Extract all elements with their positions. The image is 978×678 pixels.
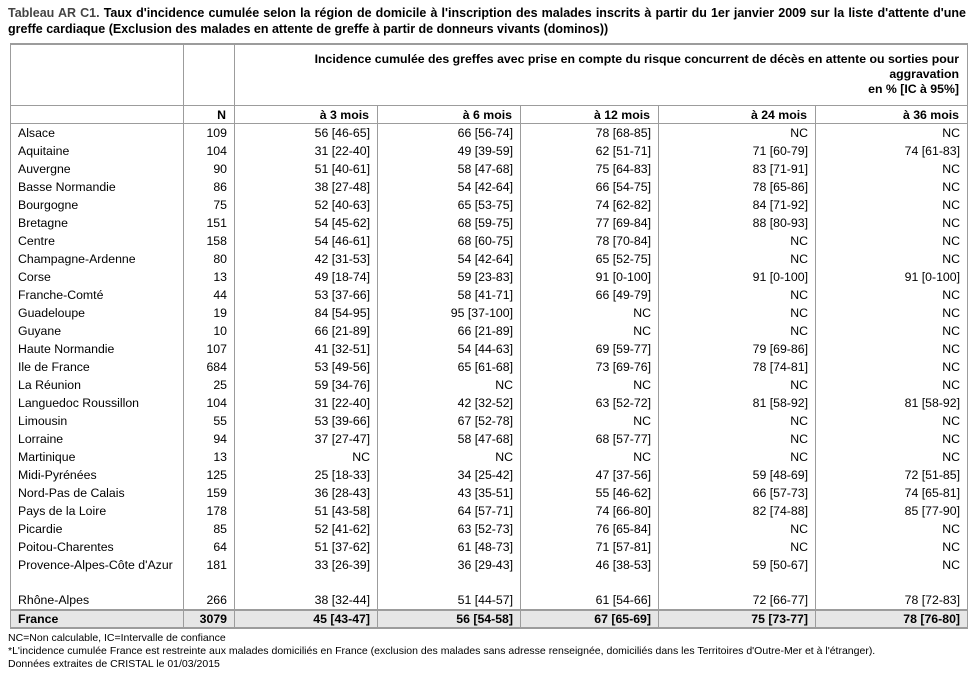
- cell-12m: 91 [0-100]: [521, 268, 659, 286]
- cell-36m: NC: [816, 124, 968, 143]
- cell-n: 19: [184, 304, 235, 322]
- cell-n: 85: [184, 520, 235, 538]
- table-row: [11, 591, 968, 610]
- cell-36m: NC: [816, 556, 968, 591]
- cell-region: Basse Normandie: [11, 178, 184, 196]
- cell-3m: 31 [22-40]: [235, 142, 378, 160]
- cell-3m: 36 [28-43]: [235, 484, 378, 502]
- cell-n: 159: [184, 484, 235, 502]
- super-header-row: [11, 44, 968, 106]
- table-row: [11, 430, 968, 448]
- incidence-table: [10, 43, 968, 629]
- cell-region: Aquitaine: [11, 142, 184, 160]
- col-header-6m: à 6 mois: [378, 106, 521, 124]
- cell-n: 64: [184, 538, 235, 556]
- cell-36m: NC: [816, 232, 968, 250]
- cell-12m: 77 [69-84]: [521, 214, 659, 232]
- header-empty-1: [11, 44, 184, 106]
- table-row: [11, 142, 968, 160]
- cell-region: Pays de la Loire: [11, 502, 184, 520]
- cell-3m: 38 [32-44]: [235, 591, 378, 610]
- cell-12m: 69 [59-77]: [521, 340, 659, 358]
- cell-3m: 42 [31-53]: [235, 250, 378, 268]
- cell-12m: 66 [54-75]: [521, 178, 659, 196]
- cell-24m: NC: [659, 322, 816, 340]
- cell-6m: 58 [41-71]: [378, 286, 521, 304]
- cell-region: Nord-Pas de Calais: [11, 484, 184, 502]
- cell-region: Bourgogne: [11, 196, 184, 214]
- cell-n: 25: [184, 376, 235, 394]
- cell-n: 75: [184, 196, 235, 214]
- total-24m: 75 [73-77]: [659, 610, 816, 628]
- cell-region: Alsace: [11, 124, 184, 143]
- total-row: [11, 610, 968, 628]
- table-row: [11, 484, 968, 502]
- cell-n: 90: [184, 160, 235, 178]
- col-header-region: [11, 106, 184, 124]
- table-row: [11, 286, 968, 304]
- cell-36m: NC: [816, 520, 968, 538]
- cell-6m: 58 [47-68]: [378, 430, 521, 448]
- cell-24m: 78 [74-81]: [659, 358, 816, 376]
- table-row: [11, 538, 968, 556]
- cell-6m: 34 [25-42]: [378, 466, 521, 484]
- cell-36m: NC: [816, 286, 968, 304]
- cell-region: La Réunion: [11, 376, 184, 394]
- footnote-restriction: *L'incidence cumulée France est restreinte aux malades domiciliés en France (exclusion des malades sans adresse renseignée, domiciliés dans les Territoires d'Outre-Mer et à l'étranger).: [8, 645, 876, 657]
- table-row: [11, 340, 968, 358]
- cell-36m: 72 [51-85]: [816, 466, 968, 484]
- cell-3m: 53 [39-66]: [235, 412, 378, 430]
- cell-6m: 67 [52-78]: [378, 412, 521, 430]
- cell-12m: 71 [57-81]: [521, 538, 659, 556]
- cell-region: Corse: [11, 268, 184, 286]
- cell-6m: 65 [53-75]: [378, 196, 521, 214]
- cell-region: Picardie: [11, 520, 184, 538]
- cell-3m: 37 [27-47]: [235, 430, 378, 448]
- cell-3m: 52 [41-62]: [235, 520, 378, 538]
- cell-3m: 51 [37-62]: [235, 538, 378, 556]
- header-empty-2: [184, 44, 235, 106]
- cell-3m: 51 [43-58]: [235, 502, 378, 520]
- cell-36m: NC: [816, 304, 968, 322]
- cell-6m: 64 [57-71]: [378, 502, 521, 520]
- table-row: [11, 178, 968, 196]
- cell-24m: 83 [71-91]: [659, 160, 816, 178]
- cell-24m: 91 [0-100]: [659, 268, 816, 286]
- cell-region: Rhône-Alpes: [11, 591, 184, 610]
- col-header-n: N: [184, 106, 235, 124]
- cell-region: Languedoc Roussillon: [11, 394, 184, 412]
- cell-6m: 95 [37-100]: [378, 304, 521, 322]
- total-36m: 78 [76-80]: [816, 610, 968, 628]
- cell-36m: NC: [816, 214, 968, 232]
- cell-n: 158: [184, 232, 235, 250]
- cell-24m: NC: [659, 286, 816, 304]
- cell-region: Auvergne: [11, 160, 184, 178]
- table-row: [11, 448, 968, 466]
- footnote-abbrev: NC=Non calculable, IC=Intervalle de confiance: [8, 632, 226, 644]
- total-6m: 56 [54-58]: [378, 610, 521, 628]
- cell-36m: NC: [816, 412, 968, 430]
- cell-24m: 84 [71-92]: [659, 196, 816, 214]
- cell-6m: 68 [59-75]: [378, 214, 521, 232]
- cell-6m: 63 [52-73]: [378, 520, 521, 538]
- cell-3m: NC: [235, 448, 378, 466]
- cell-24m: NC: [659, 124, 816, 143]
- cell-3m: 56 [46-65]: [235, 124, 378, 143]
- cell-36m: NC: [816, 340, 968, 358]
- cell-6m: 36 [29-43]: [378, 556, 521, 591]
- cell-36m: NC: [816, 448, 968, 466]
- cell-36m: NC: [816, 160, 968, 178]
- cell-region: Champagne-Ardenne: [11, 250, 184, 268]
- cell-36m: NC: [816, 358, 968, 376]
- cell-36m: NC: [816, 538, 968, 556]
- cell-36m: 74 [65-81]: [816, 484, 968, 502]
- caption-label: Tableau AR C1.: [8, 6, 100, 20]
- cell-region: Guyane: [11, 322, 184, 340]
- cell-6m: 66 [21-89]: [378, 322, 521, 340]
- cell-n: 55: [184, 412, 235, 430]
- cell-6m: 43 [35-51]: [378, 484, 521, 502]
- cell-6m: 68 [60-75]: [378, 232, 521, 250]
- cell-6m: 49 [39-59]: [378, 142, 521, 160]
- cell-24m: 78 [65-86]: [659, 178, 816, 196]
- cell-24m: 79 [69-86]: [659, 340, 816, 358]
- cell-12m: 63 [52-72]: [521, 394, 659, 412]
- cell-36m: 91 [0-100]: [816, 268, 968, 286]
- cell-3m: 25 [18-33]: [235, 466, 378, 484]
- cell-36m: NC: [816, 196, 968, 214]
- table-row: [11, 358, 968, 376]
- cell-3m: 49 [18-74]: [235, 268, 378, 286]
- cell-36m: 78 [72-83]: [816, 591, 968, 610]
- cell-n: 125: [184, 466, 235, 484]
- cell-region: Guadeloupe: [11, 304, 184, 322]
- col-header-12m: à 12 mois: [521, 106, 659, 124]
- table-row: [11, 268, 968, 286]
- cell-24m: 82 [74-88]: [659, 502, 816, 520]
- cell-6m: 42 [32-52]: [378, 394, 521, 412]
- cell-3m: 41 [32-51]: [235, 340, 378, 358]
- total-12m: 67 [65-69]: [521, 610, 659, 628]
- cell-3m: 51 [40-61]: [235, 160, 378, 178]
- cell-n: 109: [184, 124, 235, 143]
- cell-6m: 51 [44-57]: [378, 591, 521, 610]
- cell-3m: 54 [45-62]: [235, 214, 378, 232]
- cell-6m: 65 [61-68]: [378, 358, 521, 376]
- cell-24m: 59 [50-67]: [659, 556, 816, 591]
- table-caption: [8, 5, 966, 37]
- cell-24m: NC: [659, 430, 816, 448]
- cell-36m: 85 [77-90]: [816, 502, 968, 520]
- cell-n: 104: [184, 142, 235, 160]
- super-header-line2: en % [IC à 95%]: [868, 82, 960, 96]
- table-row: [11, 502, 968, 520]
- cell-n: 181: [184, 556, 235, 591]
- table-row: [11, 124, 968, 143]
- cell-12m: 61 [54-66]: [521, 591, 659, 610]
- cell-24m: NC: [659, 538, 816, 556]
- super-header: [235, 44, 968, 106]
- cell-n: 86: [184, 178, 235, 196]
- total-n: 3079: [184, 610, 235, 628]
- cell-3m: 38 [27-48]: [235, 178, 378, 196]
- cell-n: 10: [184, 322, 235, 340]
- cell-6m: 54 [42-64]: [378, 250, 521, 268]
- cell-n: 107: [184, 340, 235, 358]
- cell-24m: NC: [659, 250, 816, 268]
- col-header-36m: à 36 mois: [816, 106, 968, 124]
- cell-36m: NC: [816, 430, 968, 448]
- cell-region: Poitou-Charentes: [11, 538, 184, 556]
- cell-region: Limousin: [11, 412, 184, 430]
- cell-3m: 31 [22-40]: [235, 394, 378, 412]
- cell-36m: 74 [61-83]: [816, 142, 968, 160]
- cell-36m: NC: [816, 322, 968, 340]
- cell-12m: 74 [66-80]: [521, 502, 659, 520]
- cell-12m: 75 [64-83]: [521, 160, 659, 178]
- table-row: [11, 232, 968, 250]
- cell-6m: 66 [56-74]: [378, 124, 521, 143]
- cell-n: 44: [184, 286, 235, 304]
- cell-3m: 52 [40-63]: [235, 196, 378, 214]
- cell-36m: NC: [816, 250, 968, 268]
- cell-region: Bretagne: [11, 214, 184, 232]
- cell-24m: NC: [659, 412, 816, 430]
- cell-12m: 78 [70-84]: [521, 232, 659, 250]
- cell-6m: 58 [47-68]: [378, 160, 521, 178]
- cell-12m: 47 [37-56]: [521, 466, 659, 484]
- caption-text: Taux d'incidence cumulée selon la région de domicile à l'inscription des malades inscrits à partir du 1er janvier 2009 sur la liste d'attente d'une greffe cardiaque (Exclusion des malades en attente de greffe à partir de donneurs vivants (dominos)): [8, 6, 966, 36]
- total-region: France: [11, 610, 184, 628]
- table-row: [11, 196, 968, 214]
- cell-12m: NC: [521, 304, 659, 322]
- column-header-row: [11, 106, 968, 124]
- cell-24m: 81 [58-92]: [659, 394, 816, 412]
- cell-region: Centre: [11, 232, 184, 250]
- cell-12m: 68 [57-77]: [521, 430, 659, 448]
- cell-12m: NC: [521, 322, 659, 340]
- cell-24m: 71 [60-79]: [659, 142, 816, 160]
- cell-36m: 81 [58-92]: [816, 394, 968, 412]
- cell-n: 266: [184, 591, 235, 610]
- cell-36m: NC: [816, 178, 968, 196]
- cell-region: Franche-Comté: [11, 286, 184, 304]
- cell-12m: NC: [521, 448, 659, 466]
- table-row: [11, 160, 968, 178]
- cell-3m: 66 [21-89]: [235, 322, 378, 340]
- cell-6m: NC: [378, 376, 521, 394]
- footnote-source: Données extraites de CRISTAL le 01/03/2015: [8, 658, 220, 670]
- cell-24m: 88 [80-93]: [659, 214, 816, 232]
- table-row: [11, 250, 968, 268]
- cell-6m: 61 [48-73]: [378, 538, 521, 556]
- cell-3m: 59 [34-76]: [235, 376, 378, 394]
- col-header-3m: à 3 mois: [235, 106, 378, 124]
- cell-12m: 78 [68-85]: [521, 124, 659, 143]
- cell-n: 13: [184, 448, 235, 466]
- cell-24m: 72 [66-77]: [659, 591, 816, 610]
- cell-n: 80: [184, 250, 235, 268]
- cell-12m: 62 [51-71]: [521, 142, 659, 160]
- super-header-line1: Incidence cumulée des greffes avec prise en compte du risque concurrent de décès en attente ou sorties pour aggravation: [314, 52, 960, 81]
- cell-12m: 46 [38-53]: [521, 556, 659, 591]
- table-row: [11, 556, 968, 591]
- table-row: [11, 322, 968, 340]
- cell-region: Midi-Pyrénées: [11, 466, 184, 484]
- cell-region: Ile de France: [11, 358, 184, 376]
- cell-n: 151: [184, 214, 235, 232]
- cell-12m: 65 [52-75]: [521, 250, 659, 268]
- cell-n: 178: [184, 502, 235, 520]
- cell-region: Haute Normandie: [11, 340, 184, 358]
- cell-n: 684: [184, 358, 235, 376]
- cell-6m: 54 [44-63]: [378, 340, 521, 358]
- cell-3m: 53 [37-66]: [235, 286, 378, 304]
- cell-n: 94: [184, 430, 235, 448]
- cell-n: 13: [184, 268, 235, 286]
- cell-24m: 66 [57-73]: [659, 484, 816, 502]
- table-row: [11, 214, 968, 232]
- cell-24m: NC: [659, 304, 816, 322]
- cell-3m: 53 [49-56]: [235, 358, 378, 376]
- cell-24m: NC: [659, 520, 816, 538]
- total-3m: 45 [43-47]: [235, 610, 378, 628]
- cell-24m: NC: [659, 448, 816, 466]
- cell-3m: 33 [26-39]: [235, 556, 378, 591]
- cell-6m: 54 [42-64]: [378, 178, 521, 196]
- cell-region: Martinique: [11, 448, 184, 466]
- cell-12m: NC: [521, 412, 659, 430]
- cell-region: Lorraine: [11, 430, 184, 448]
- col-header-24m: à 24 mois: [659, 106, 816, 124]
- table-row: [11, 304, 968, 322]
- cell-12m: 76 [65-84]: [521, 520, 659, 538]
- table-row: [11, 520, 968, 538]
- cell-region: Provence-Alpes-Côte d'Azur: [11, 556, 184, 591]
- table-row: [11, 394, 968, 412]
- cell-3m: 54 [46-61]: [235, 232, 378, 250]
- cell-12m: 55 [46-62]: [521, 484, 659, 502]
- cell-12m: 73 [69-76]: [521, 358, 659, 376]
- table-row: [11, 412, 968, 430]
- cell-12m: 66 [49-79]: [521, 286, 659, 304]
- cell-6m: NC: [378, 448, 521, 466]
- table-row: [11, 466, 968, 484]
- cell-n: 104: [184, 394, 235, 412]
- cell-3m: 84 [54-95]: [235, 304, 378, 322]
- cell-12m: NC: [521, 376, 659, 394]
- table-row: [11, 376, 968, 394]
- cell-24m: NC: [659, 376, 816, 394]
- cell-36m: NC: [816, 376, 968, 394]
- cell-24m: 59 [48-69]: [659, 466, 816, 484]
- table-body: [11, 124, 968, 611]
- cell-6m: 59 [23-83]: [378, 268, 521, 286]
- cell-24m: NC: [659, 232, 816, 250]
- cell-12m: 74 [62-82]: [521, 196, 659, 214]
- footnotes: [8, 632, 875, 671]
